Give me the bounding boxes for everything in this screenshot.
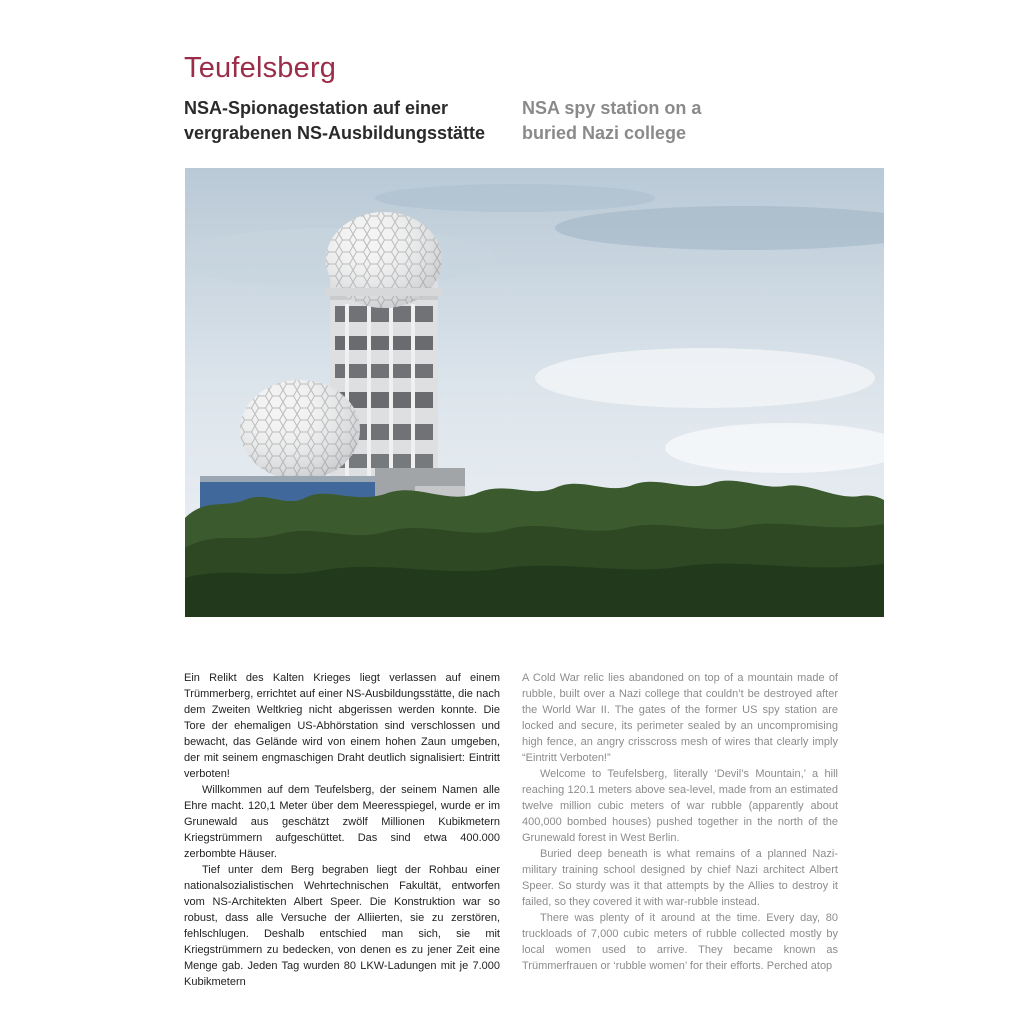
subtitle-german-line: NSA-Spionagestation auf einer	[184, 98, 449, 118]
paragraph: A Cold War relic lies abandoned on top of a mountain made of rubble, built over a Nazi college that couldn’t be destroyed after the World War II. The gates of the former US spy station are locked and secure, its perimeter sealed by an uncompromising high fence, an angry crisscross mesh of wires that clearly imply “Eintritt Verboten!”	[522, 672, 838, 764]
subtitle-english	[522, 96, 701, 146]
paragraph: Welcome to Teufelsberg, literally ‘Devil’s Mountain,’ a hill reaching 120.1 meters above sea-level, made from an estimated twelve million cubic meters of war rubble (apparently about 400,000 bombed houses) pushed together in the north of the Grunewald forest in West Berlin.	[522, 768, 838, 844]
teufelsberg-photo	[185, 168, 884, 617]
body-column-english	[522, 670, 838, 974]
subtitle-german	[184, 96, 485, 146]
paragraph: Ein Relikt des Kalten Krieges liegt verlassen auf einem Trümmerberg, errichtet auf einer NS-Ausbildungsstätte, die nach dem Zweiten Weltkrieg nicht abgerissen werden konnte. Die Tore der ehemaligen US-Abhörstation sind verschlossen und bewacht, das Gelände wird von einem hohen Zaun umgeben, der mit seinem engmaschigen Draht deutlich signalisiert: Eintritt verboten!	[184, 672, 500, 780]
body-column-german	[184, 670, 500, 990]
paragraph: Buried deep beneath is what remains of a planned Nazi-military training school designed by chief Nazi architect Albert Speer. So sturdy was it that attempts by the Allies to destroy it failed, so they covered it with war-rubble instead.	[522, 848, 838, 908]
paragraph: Tief unter dem Berg begraben liegt der Rohbau einer nationalsozialistischen Wehrtechnischen Fakultät, entworfen vom NS-Architekten Albert Speer. Die Konstruktion war so robust, dass alle Versuche der Alliierten, sie zu zerstören, fehlschlugen. Deshalb entschied man sich, sie mit Kriegstrümmern zu bedecken, von denen es zu jener Zeit eine Menge gab. Jeden Tag wurden 80 LKW-Ladungen mit je 7.000 Kubikmetern	[184, 864, 500, 988]
paragraph: Willkommen auf dem Teufelsberg, der seinem Namen alle Ehre macht. 120,1 Meter über dem Meeresspiegel, wurde er im Grunewald aus geschätzt zwölf Millionen Kubikmetern Kriegstrümmern aufgeschüttet. Das sind etwa 400.000 zerbombte Häuser.	[184, 784, 500, 860]
subtitle-english-line: NSA spy station on a	[522, 98, 702, 118]
paragraph: There was plenty of it around at the time. Every day, 80 truckloads of 7,000 cubic meters of rubble collected mostly by local women used to arrive. They became known as Trümmerfrauen or ‘rubble women’ for their efforts. Perched atop	[522, 912, 838, 972]
subtitle-english-line: buried Nazi college	[522, 123, 687, 143]
subtitle-german-line: vergrabenen NS-Ausbildungsstätte	[184, 123, 486, 143]
article-title: Teufelsberg	[184, 52, 337, 84]
